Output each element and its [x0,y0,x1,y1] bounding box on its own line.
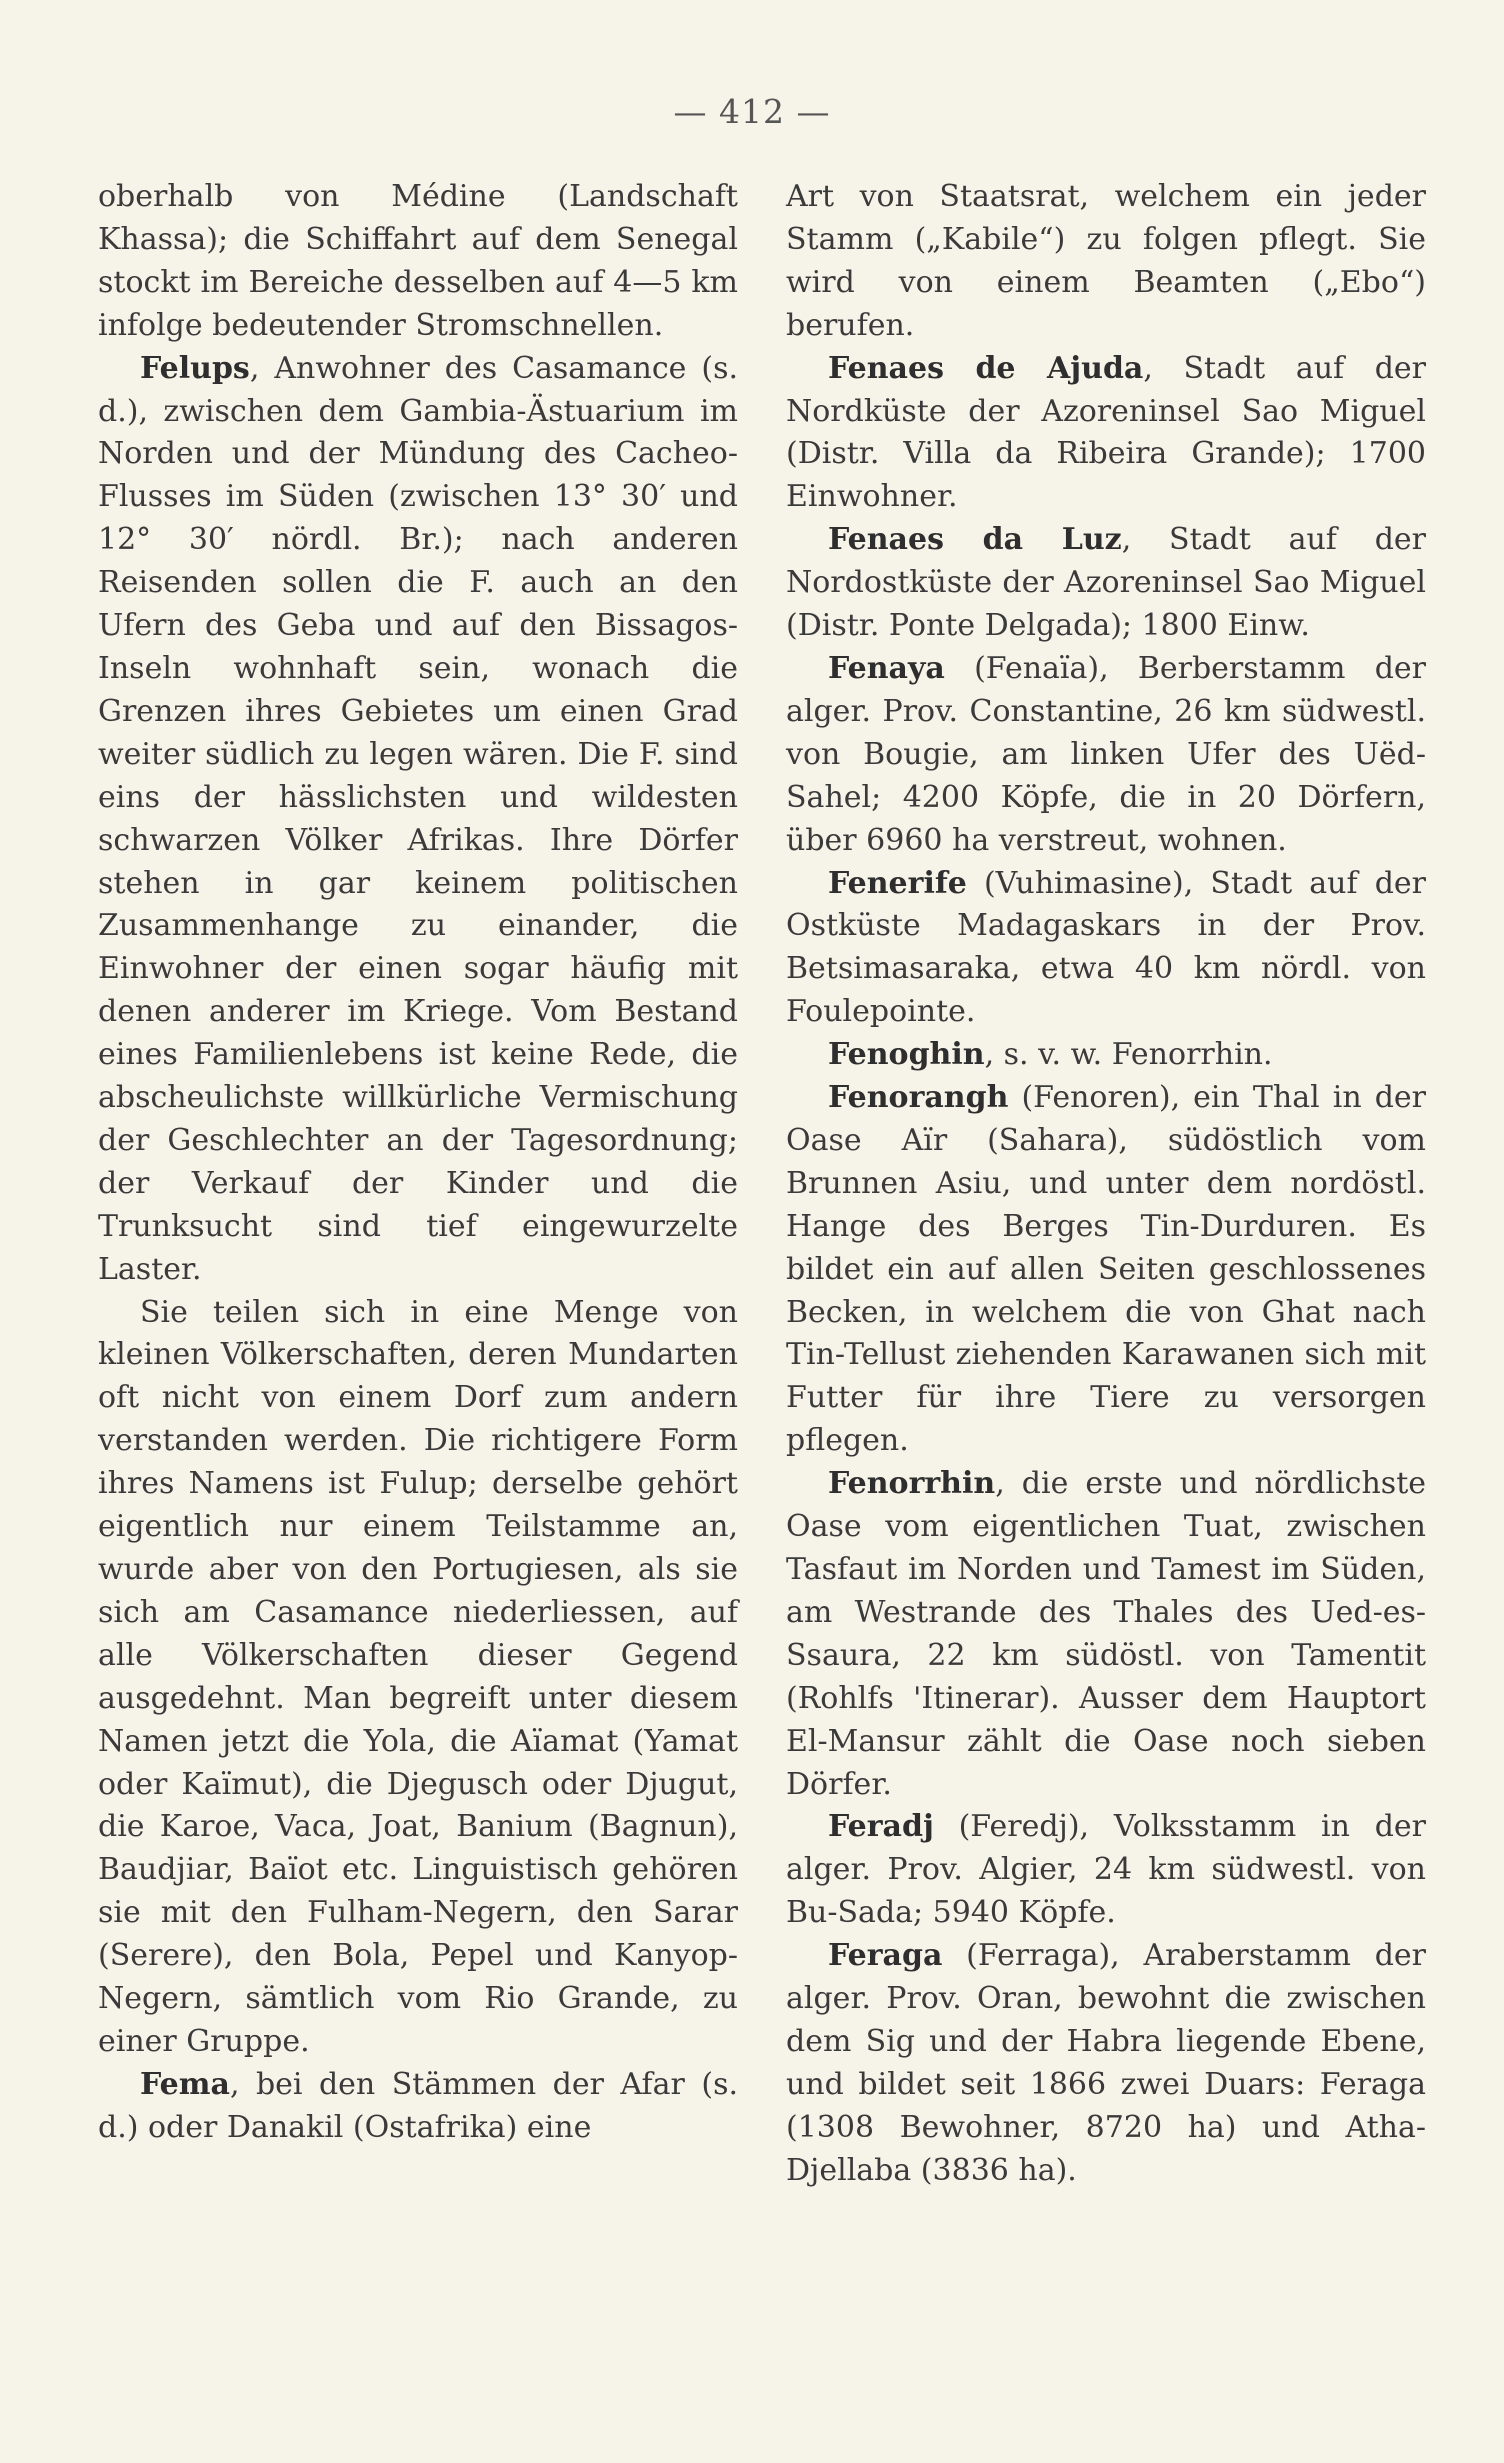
dictionary-entry [786,1935,1426,2192]
dictionary-entry [786,1034,1426,1077]
page-number: — 412 — [673,92,831,131]
entry-headword: Fenerife [828,865,967,901]
entry-headword: Fenaya [828,650,945,686]
entry-headword: Feraga [828,1938,943,1974]
dictionary-entry [98,176,738,348]
entry-headword: Fenoghin [828,1037,985,1073]
entry-headword: Fenaes da Luz [828,522,1122,558]
entry-text: , Stadt auf der Nordostküste der Azoreninsel Sao Miguel (Distr. Ponte Delgada); 1800 Einw. [786,522,1427,644]
dictionary-entry [786,648,1426,863]
dictionary-entry [98,1292,738,2064]
right-column [786,176,1426,2193]
entry-text: , Stadt auf der Nordküste der Azoreninsel Sao Miguel (Distr. Villa da Ribeira Grande); 1700 Einwohner. [786,350,1427,515]
entry-headword: Fenaes de Ajuda [828,350,1144,386]
entry-headword: Fenorangh [828,1080,1009,1116]
dictionary-entry [786,863,1426,1035]
entry-headword: Felups [140,350,250,386]
entry-text: (Fenoren), ein Thal in der Oase Aïr (Sahara), südöstlich vom Brunnen Asiu, und unter dem nordöstl. Hange des Berges Tin-Durduren. Es bildet ein auf allen Seiten geschlossenes Becken, in welchem die von Ghat nach Tin-Tellust ziehenden Karawanen sich mit Futter für ihre Tiere zu versorgen pflegen. [786,1080,1426,1459]
dictionary-entry [786,1077,1426,1463]
entry-text: (Fenaïa), Berberstamm der alger. Prov. Constantine, 26 km südwestl. von Bougie, am linken Ufer des Uëd-Sahel; 4200 Köpfe, die in 20 Dörfern, über 6960 ha verstreut, wohnen. [786,650,1426,858]
entry-text: , bei den Stämmen der Afar (s. d.) oder Danakil (Ostafrika) eine [98,2066,738,2145]
dictionary-entry [786,176,1426,348]
dictionary-entry [786,348,1426,520]
left-column [98,176,738,2150]
entry-text: (Vuhimasine), Stadt auf der Ostküste Madagaskars in der Prov. Betsimasaraka, etwa 40 km nördl. von Foulepointe. [786,865,1426,1030]
dictionary-entry [98,2064,738,2150]
entry-text: , Anwohner des Casamance (s. d.), zwischen dem Gambia-Ästuarium im Norden und der Mündung des Cacheo-Flusses im Süden (zwischen 13° 30′ und 12° 30′ nördl. Br.); nach anderen Reisenden sollen die F. auch an den Ufern des Geba und auf den Bissagos-Inseln wohnhaft sein, wonach die Grenzen ihres Gebietes um einen Grad weiter südlich zu legen wären. Die F. sind eins der hässlichsten und wildesten schwarzen Völker Afrikas. Ihre Dörfer stehen in gar keinem politischen Zusammenhange zu einander, die Einwohner der einen sogar häufig mit denen anderer im Kriege. Vom Bestand eines Familienlebens ist keine Rede, die abscheulichste willkürliche Vermischung der Geschlechter an der Tagesordnung; der Verkauf der Kinder und die Trunksucht sind tief eingewurzelte Laster. [98,350,738,1287]
entry-headword: Fenorrhin [828,1466,996,1502]
entry-headword: Feradj [828,1809,934,1845]
dictionary-entry [786,519,1426,648]
entry-text: , s. v. w. Fenorrhin. [984,1037,1273,1073]
dictionary-entry [786,1806,1426,1935]
entry-text: , die erste und nördlichste Oase vom eigentlichen Tuat, zwischen Tasfaut im Norden und Tamest im Süden, am Westrande des Thales des Ued-es-Ssaura, 22 km südöstl. von Tamentit (Rohlfs 'Itinerar). Ausser dem Hauptort El-Mansur zählt die Oase noch sieben Dörfer. [786,1466,1426,1802]
dictionary-entry [98,348,738,1292]
entry-text: oberhalb von Médine (Landschaft Khassa); die Schiffahrt auf dem Senegal stockt im Bereiche desselben auf 4—5 km infolge bedeutender Stromschnellen. [98,179,738,343]
entry-text: Sie teilen sich in eine Menge von kleinen Völkerschaften, deren Mundarten oft nicht von einem Dorf zum andern verstanden werden. Die richtigere Form ihres Namens ist Fulup; derselbe gehört eigentlich nur einem Teilstamme an, wurde aber von den Portugiesen, als sie sich am Casamance niederliessen, auf alle Völkerschaften dieser Gegend ausgedehnt. Man begreift unter diesem Namen jetzt die Yola, die Aïamat (Yamat oder Kaïmut), die Djegusch oder Djugut, die Karoe, Vaca, Joat, Banium (Bagnun), Baudjiar, Baïot etc. Linguistisch gehören sie mit den Fulham-Negern, den Sarar (Serere), den Bola, Pepel und Kanyop-Negern, sämtlich vom Rio Grande, zu einer Gruppe. [98,1294,738,2059]
entry-headword: Fema [140,2066,230,2102]
entry-text: Art von Staatsrat, welchem ein jeder Stamm („Kabile“) zu folgen pflegt. Sie wird von einem Beamten („Ebo“) berufen. [786,179,1426,343]
entry-text: (Ferraga), Araberstamm der alger. Prov. Oran, bewohnt die zwischen dem Sig und der Habra liegende Ebene, und bildet seit 1866 zwei Duars: Feraga (1308 Bewohner, 8720 ha) und Atha-Djellaba (3836 ha). [786,1938,1426,2188]
entry-text: (Feredj), Volksstamm in der alger. Prov. Algier, 24 km südwestl. von Bu-Sada; 5940 Köpfe. [786,1809,1426,1931]
dictionary-entry [786,1463,1426,1806]
